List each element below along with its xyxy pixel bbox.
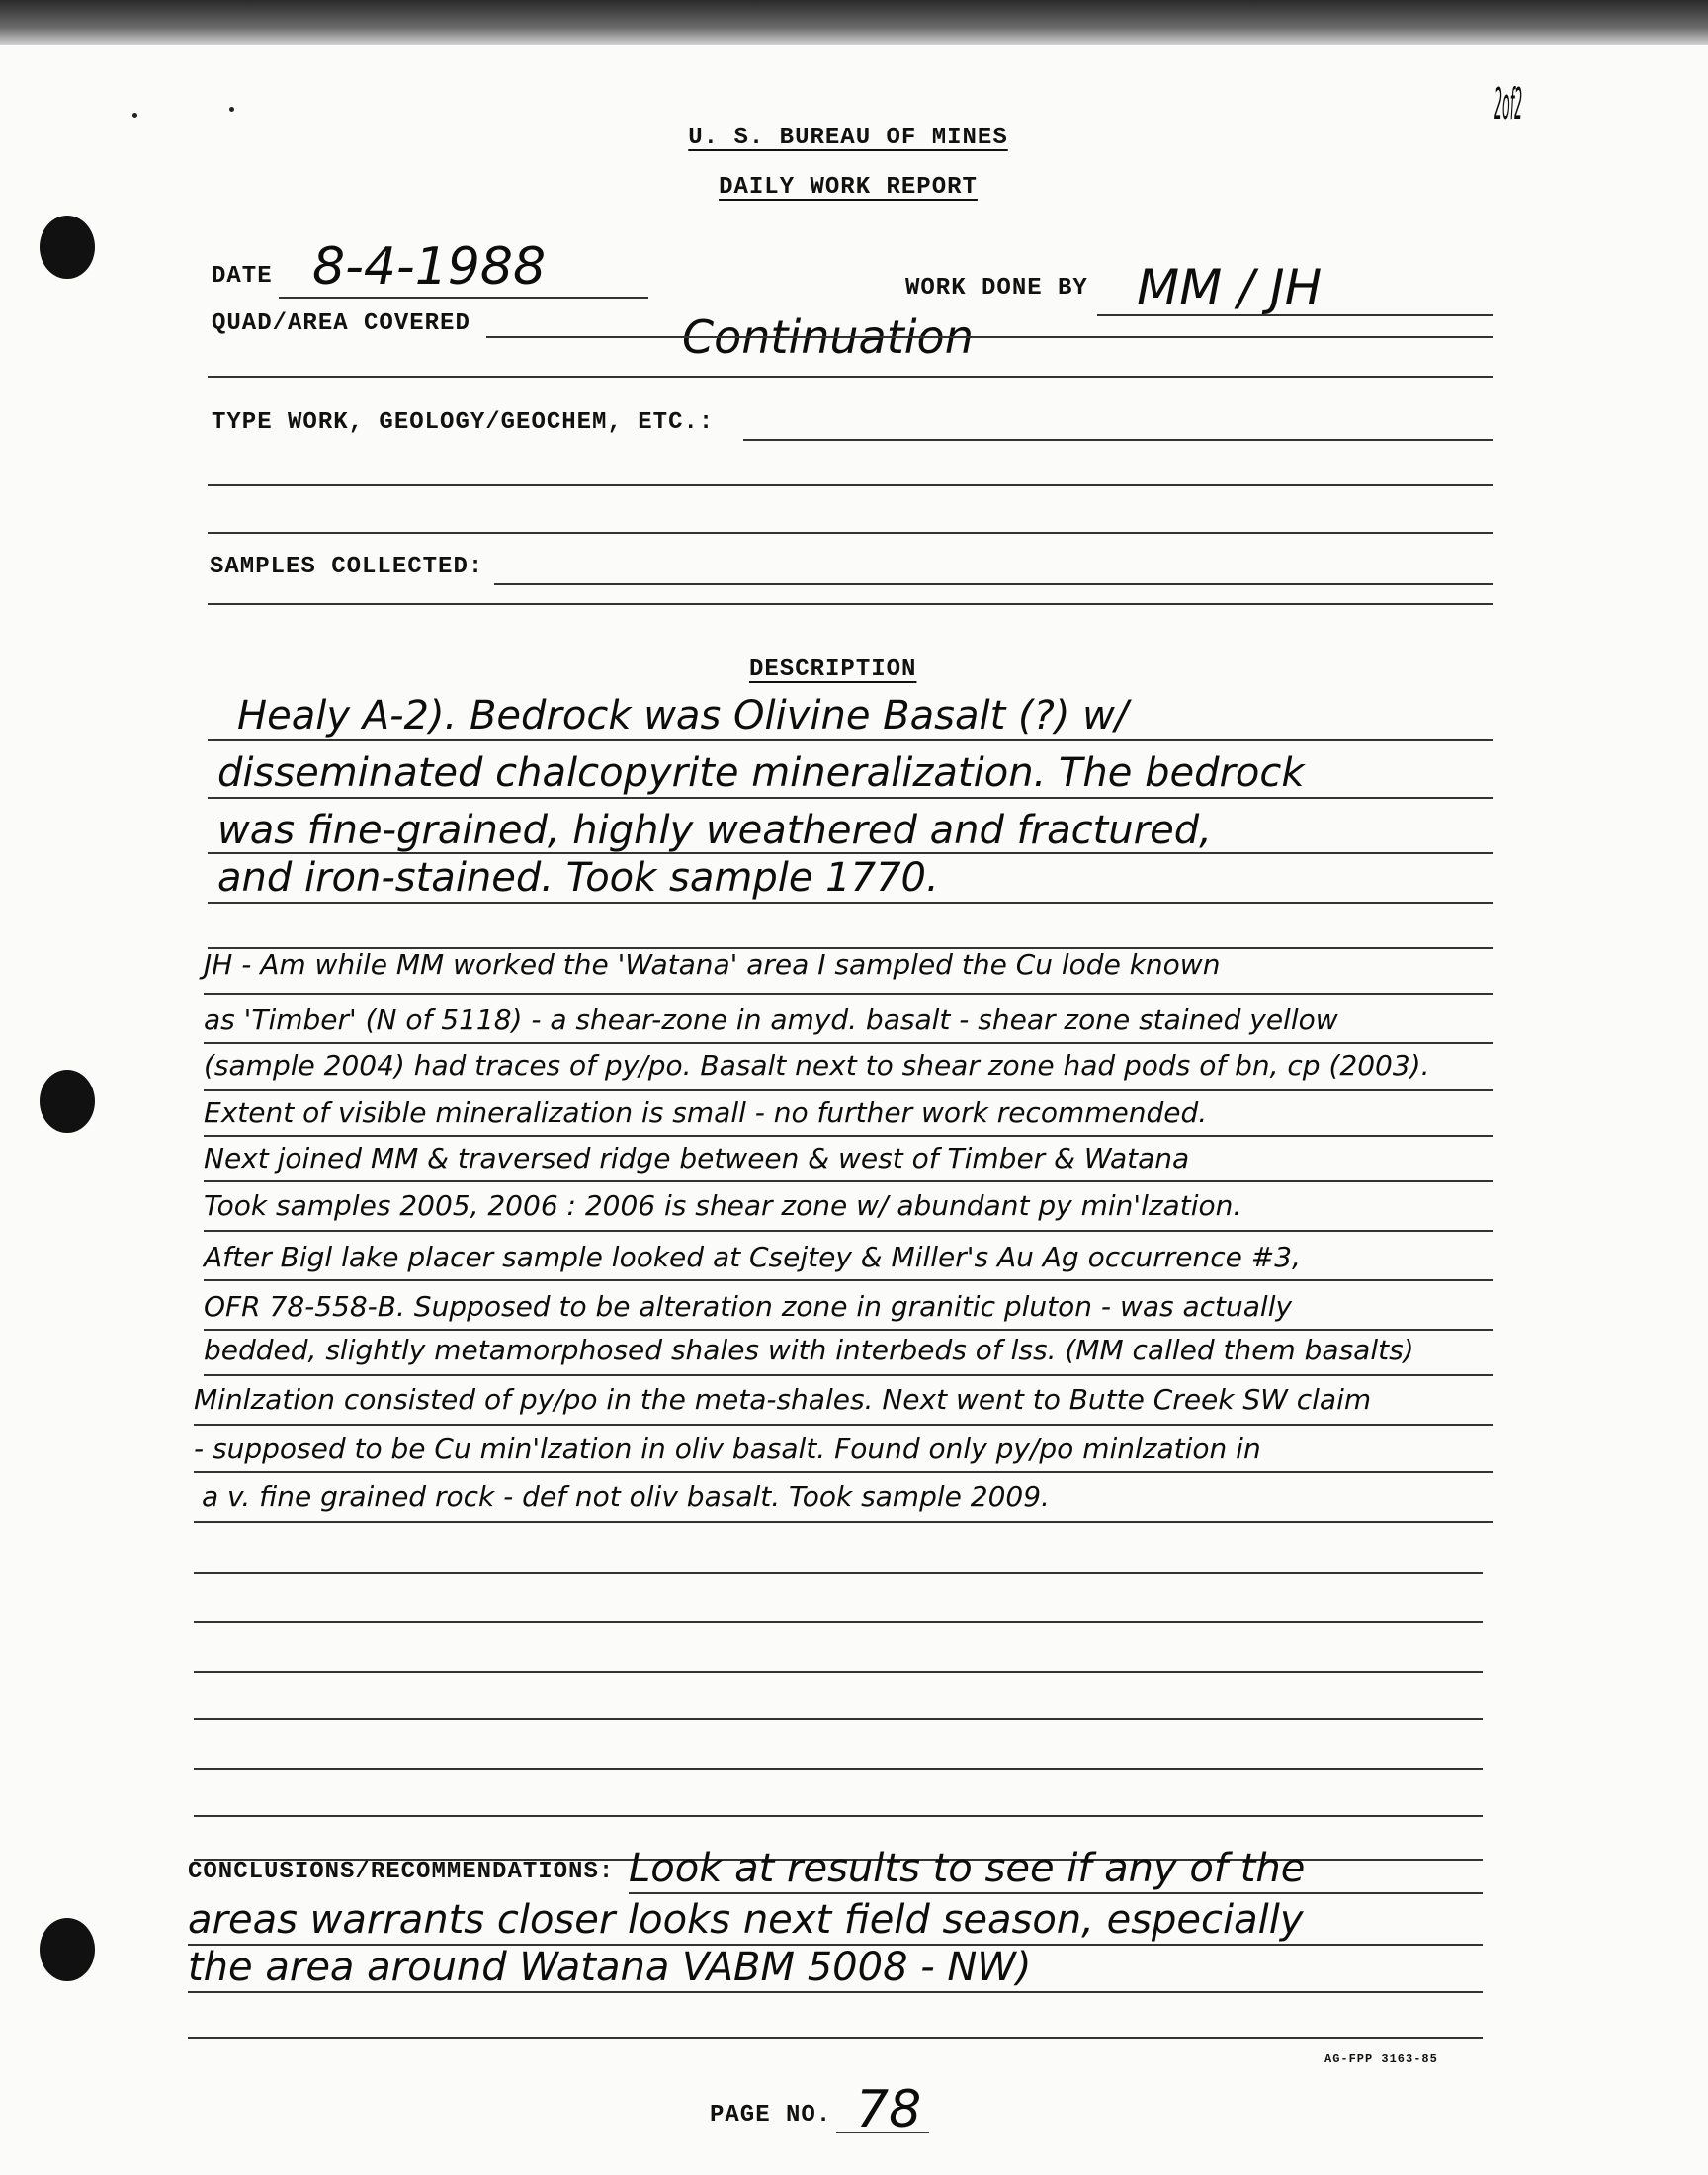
ruled-line bbox=[204, 1135, 1493, 1137]
description-line: Minlzation consisted of py/po in the meta-shales. Next went to Butte Creek SW claim bbox=[194, 1383, 1372, 1416]
scan-speck bbox=[132, 113, 137, 118]
ruled-line bbox=[208, 852, 1493, 854]
ruled-line bbox=[204, 1230, 1493, 1232]
description-line: as 'Timber' (N of 5118) - a shear-zone in amyd. basalt - shear zone stained yellow bbox=[204, 1003, 1338, 1036]
ruled-line bbox=[204, 1279, 1493, 1281]
blank-line bbox=[194, 1768, 1483, 1770]
type-work-line bbox=[743, 439, 1493, 441]
punch-hole bbox=[40, 1918, 95, 1981]
conclusions-line: Look at results to see if any of the bbox=[629, 1846, 1306, 1891]
scan-speck bbox=[229, 107, 234, 112]
description-line: Extent of visible mineralization is small - no further work recommended. bbox=[204, 1096, 1208, 1129]
quad-area-value: Continuation bbox=[682, 310, 974, 364]
agency-heading: U. S. BUREAU OF MINES bbox=[688, 125, 1008, 151]
ruled-line bbox=[204, 993, 1493, 995]
blank-line bbox=[194, 1718, 1483, 1720]
punch-hole bbox=[40, 216, 95, 279]
blank-line bbox=[208, 484, 1493, 486]
conclusions-line: the area around Watana VABM 5008 - NW) bbox=[188, 1945, 1032, 1990]
description-line: Took samples 2005, 2006 : 2006 is shear zone w/ abundant py min'lzation. bbox=[204, 1189, 1242, 1222]
quad-area-line bbox=[486, 336, 1493, 338]
page-number-value: 78 bbox=[856, 2080, 922, 2139]
ruled-line bbox=[208, 797, 1493, 799]
page-number-line bbox=[836, 2132, 929, 2133]
blank-line bbox=[194, 1815, 1483, 1817]
samples-line bbox=[494, 583, 1493, 585]
blank-line bbox=[194, 1671, 1483, 1673]
work-done-by-line bbox=[1097, 314, 1493, 316]
page-number-label: PAGE NO. bbox=[710, 2102, 832, 2129]
conclusions-line-rule bbox=[188, 1991, 1483, 1993]
description-line: Next joined MM & traversed ridge between & west of Timber & Watana bbox=[204, 1142, 1190, 1174]
blank-line bbox=[194, 1572, 1483, 1574]
blank-line bbox=[194, 1621, 1483, 1623]
ruled-line bbox=[204, 1329, 1493, 1331]
work-done-by-value: MM / JH bbox=[1137, 259, 1323, 316]
punch-hole bbox=[40, 1070, 95, 1133]
ruled-line bbox=[194, 1521, 1493, 1522]
type-work-label: TYPE WORK, GEOLOGY/GEOCHEM, ETC.: bbox=[212, 409, 715, 436]
description-heading: DESCRIPTION bbox=[749, 656, 917, 683]
form-code: AG-FPP 3163-85 bbox=[1324, 2052, 1438, 2066]
description-line: was fine-grained, highly weathered and fractured, bbox=[217, 808, 1212, 853]
description-line: a v. fine grained rock - def not oliv basalt. Took sample 2009. bbox=[202, 1480, 1050, 1513]
conclusions-line-rule bbox=[629, 1892, 1483, 1894]
conclusions-line: areas warrants closer looks next field season, especially bbox=[188, 1897, 1304, 1943]
description-line: OFR 78-558-B. Supposed to be alteration zone in granitic pluton - was actually bbox=[204, 1290, 1293, 1323]
blank-line bbox=[208, 603, 1493, 605]
ruled-line bbox=[208, 902, 1493, 904]
ruled-line bbox=[194, 1471, 1493, 1473]
date-label: DATE bbox=[212, 263, 273, 290]
conclusions-line-rule bbox=[188, 2037, 1483, 2039]
date-line bbox=[279, 297, 648, 299]
ruled-line bbox=[204, 1180, 1493, 1182]
work-done-by-label: WORK DONE BY bbox=[905, 275, 1088, 302]
quad-area-label: QUAD/AREA COVERED bbox=[212, 310, 470, 337]
description-line: bedded, slightly metamorphosed shales with interbeds of lss. (MM called them basalts) bbox=[204, 1334, 1414, 1366]
ruled-line bbox=[204, 1042, 1493, 1044]
description-line: - supposed to be Cu min'lzation in oliv basalt. Found only py/po minlzation in bbox=[194, 1433, 1261, 1465]
ruled-line bbox=[194, 1424, 1493, 1426]
description-line: JH - Am while MM worked the 'Watana' area I sampled the Cu lode known bbox=[204, 948, 1221, 981]
ruled-line bbox=[208, 740, 1493, 741]
description-line: After Bigl lake placer sample looked at Csejtey & Miller's Au Ag occurrence #3, bbox=[204, 1241, 1301, 1273]
description-line: Healy A-2). Bedrock was Olivine Basalt (?) w/ bbox=[237, 693, 1129, 739]
description-line: and iron-stained. Took sample 1770. bbox=[217, 855, 939, 901]
blank-line bbox=[208, 376, 1493, 378]
blank-line bbox=[208, 532, 1493, 534]
samples-collected-label: SAMPLES COLLECTED: bbox=[210, 554, 484, 580]
ruled-line bbox=[204, 1374, 1493, 1376]
date-value: 8-4-1988 bbox=[312, 237, 547, 297]
scan-edge-shadow bbox=[0, 0, 1708, 45]
conclusions-label: CONCLUSIONS/RECOMMENDATIONS: bbox=[188, 1859, 615, 1885]
report-heading: DAILY WORK REPORT bbox=[719, 174, 978, 201]
corner-page-note: 2of2 bbox=[1494, 79, 1523, 130]
description-line: disseminated chalcopyrite mineralization. The bedrock bbox=[217, 750, 1305, 796]
ruled-line bbox=[204, 1089, 1493, 1091]
description-line: (sample 2004) had traces of py/po. Basalt next to shear zone had pods of bn, cp (2003). bbox=[204, 1049, 1430, 1082]
